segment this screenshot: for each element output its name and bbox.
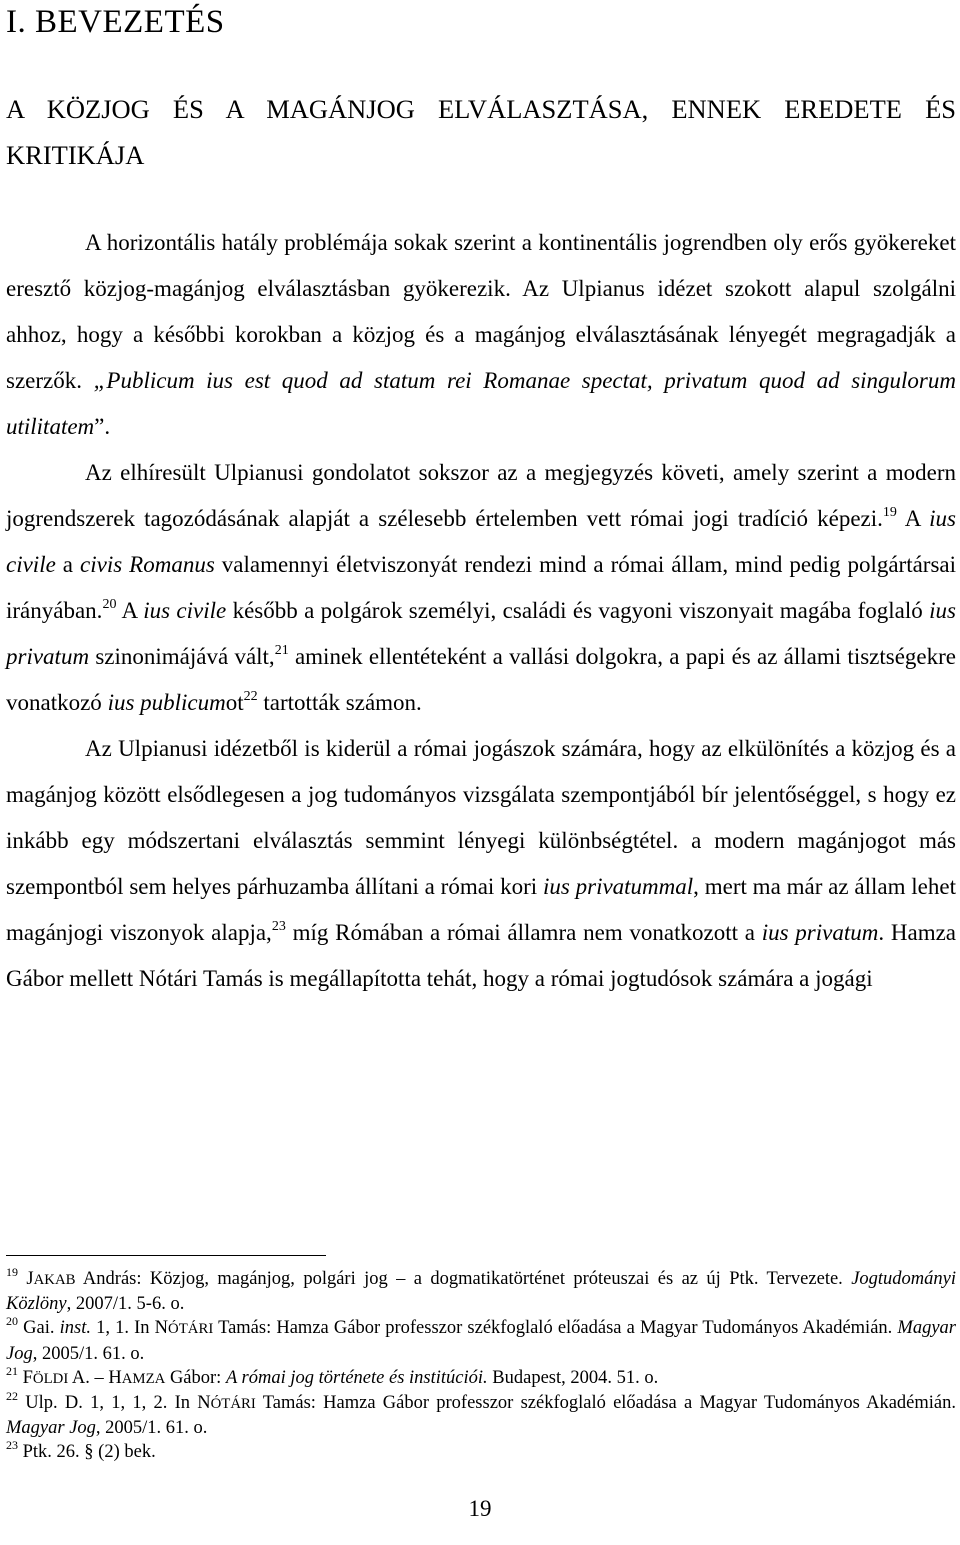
latin-term: ius publicum — [107, 690, 226, 715]
footnote-text: 1, 1. In — [90, 1318, 155, 1339]
paragraph-text: ot — [225, 690, 244, 715]
footnote-21 — [6, 1363, 956, 1391]
latin-quote: „Publicum ius est quod ad statum rei Romanae spectat, privatum quod ad singulorum utilitatem — [6, 368, 956, 439]
footnote-20 — [6, 1316, 956, 1365]
footnote-text: Tamás: Hamza Gábor professzor székfoglaló előadása a Magyar Tudományos Akadémián. — [213, 1318, 898, 1339]
paragraph-text: míg Rómában a római államra nem vonatkozott a — [285, 920, 762, 945]
paragraph-3 — [6, 726, 956, 1002]
footnote-text: Gábor: — [165, 1367, 226, 1388]
footnote-text: Ulp. D. 1, 1, 1, 2. In — [18, 1393, 198, 1414]
footnote-number: 20 — [6, 1314, 18, 1329]
paragraph-text: később a polgárok személyi, családi és vagyoni viszonyait magába foglaló — [226, 598, 930, 623]
latin-term: civis Romanus — [80, 552, 215, 577]
footnote-23 — [6, 1440, 956, 1464]
author-name: H — [108, 1367, 122, 1388]
author-name: ÖLDI — [32, 1370, 69, 1387]
author-name: F — [22, 1367, 33, 1388]
footnote-text: Budapest, 2004. 51. o. — [487, 1367, 659, 1388]
paragraph-text: ”. — [94, 414, 111, 439]
footnote-ref-22[interactable]: 22 — [243, 689, 258, 704]
source-abbrev: inst. — [59, 1318, 91, 1339]
author-name: ÓTÁRI — [168, 1321, 214, 1338]
latin-term: ius civile — [143, 598, 227, 623]
paragraph-text: tartották számon. — [257, 690, 422, 715]
footnote-number: 21 — [6, 1363, 18, 1378]
paragraph-text: A horizontális hatály problémája sokak szerint a kontinentális jogrendben oly erős gyökereket eresztő közjog-magánjog elválasztásban gyökerezik. Az Ulpianus idézet szokott alapul szolgálni ahhoz, hogy a későbbi korokban a közjog és a magánjog elválasztásának lényegét megragadják a szerzők. — [6, 230, 956, 393]
paragraph-2 — [6, 450, 956, 726]
journal-title: Jogtudományi Közlöny — [6, 1269, 957, 1315]
footnote-ref-21[interactable]: 21 — [274, 643, 289, 658]
footnote-19 — [6, 1267, 956, 1316]
paragraph-text: aminek ellentéteként a vallási dolgokra, a papi és az állami tisztségekre vonatkozó — [6, 644, 956, 715]
footnote-text: , 2005/1. 61. o. — [32, 1343, 145, 1364]
page-number: 19 — [468, 1496, 492, 1521]
footnote-22 — [6, 1391, 956, 1440]
paragraph-text: Az elhíresült Ulpianusi gondolatot sokszor az a megjegyzés követi, amely szerint a modern jogrendszerek tagozódásának alapját a szélesebb értelemben vett római jogi tradíció képezi. — [6, 460, 956, 531]
paragraph-text: valamennyi életviszonyát rendezi mind a római állam, mind pedig polgártársai irányában. — [6, 552, 957, 623]
footnote-number: 22 — [6, 1389, 18, 1404]
paragraph-text: szinonimájává vált, — [89, 644, 275, 669]
paragraph-text: , mert ma már az állam lehet magánjogi viszonyok alapja, — [6, 874, 956, 945]
paragraph-text: A — [896, 506, 930, 531]
paragraph-text: A — [116, 598, 144, 623]
footnote-number: 19 — [6, 1265, 18, 1279]
body-text — [6, 220, 956, 1002]
footnote-ref-23[interactable]: 23 — [271, 919, 286, 934]
footnote-text: A. – — [68, 1367, 109, 1388]
footnote-divider — [6, 1255, 326, 1256]
author-name: N — [154, 1318, 169, 1339]
paragraph-text: a — [55, 552, 81, 577]
footnote-number: 23 — [6, 1438, 18, 1453]
author-name: J — [26, 1269, 34, 1289]
footnote-text: , 2005/1. 61. o. — [95, 1418, 208, 1439]
paragraph-1 — [6, 220, 956, 450]
footnotes — [6, 1267, 956, 1465]
author-name: N — [197, 1393, 211, 1414]
author-name: AMZA — [121, 1370, 166, 1387]
footnote-text: , 2007/1. 5-6. o. — [66, 1294, 185, 1315]
footnote-ref-19[interactable]: 19 — [882, 505, 897, 520]
latin-term: ius civile — [6, 506, 956, 577]
latin-term: ius privatum — [761, 920, 879, 945]
journal-title: Magyar Jog — [6, 1318, 956, 1364]
latin-term: ius privatummal — [542, 874, 694, 899]
chapter-title: I. BEVEZETÉS — [6, 4, 225, 40]
paragraph-text: Az Ulpianusi idézetből is kiderül a római jogászok számára, hogy az elkülönítés a közjog és a magánjog között elsődlegesen a jog tudományos vizsgálata szempontjából bír jelentőséggel, s hogy ez inkább egy módszertani elválasztás semmint lényegi különbségtétel. a modern magánjogot más szempontból sem helyes párhuzamba állítani a római kori — [6, 736, 956, 899]
book-title: A római jog története és institúciói. — [225, 1367, 488, 1388]
author-name: AKAB — [33, 1272, 76, 1288]
footnote-text: Ptk. 26. § (2) bek. — [18, 1442, 156, 1463]
footnote-ref-20[interactable]: 20 — [102, 597, 117, 612]
footnote-text: András: Közjog, magánjog, polgári jog – a dogmatikatörténet próteuszai és az új Ptk. Tervezete. — [75, 1269, 852, 1289]
footnote-text: Tamás: Hamza Gábor professzor székfoglaló előadása a Magyar Tudományos Akadémián. — [255, 1393, 956, 1414]
latin-term: ius privatum — [6, 598, 956, 669]
journal-title: Magyar Jog — [6, 1418, 96, 1439]
author-name: ÓTÁRI — [210, 1396, 256, 1413]
footnote-text: Gai. — [18, 1318, 60, 1339]
paragraph-text: . Hamza Gábor mellett Nótári Tamás is megállapította tehát, hogy a római jogtudósok számára a jogági — [6, 920, 957, 991]
section-title: A KÖZJOG ÉS A MAGÁNJOG ELVÁLASZTÁSA, ENNEK EREDETE ÉS KRITIKÁJA — [6, 94, 956, 170]
